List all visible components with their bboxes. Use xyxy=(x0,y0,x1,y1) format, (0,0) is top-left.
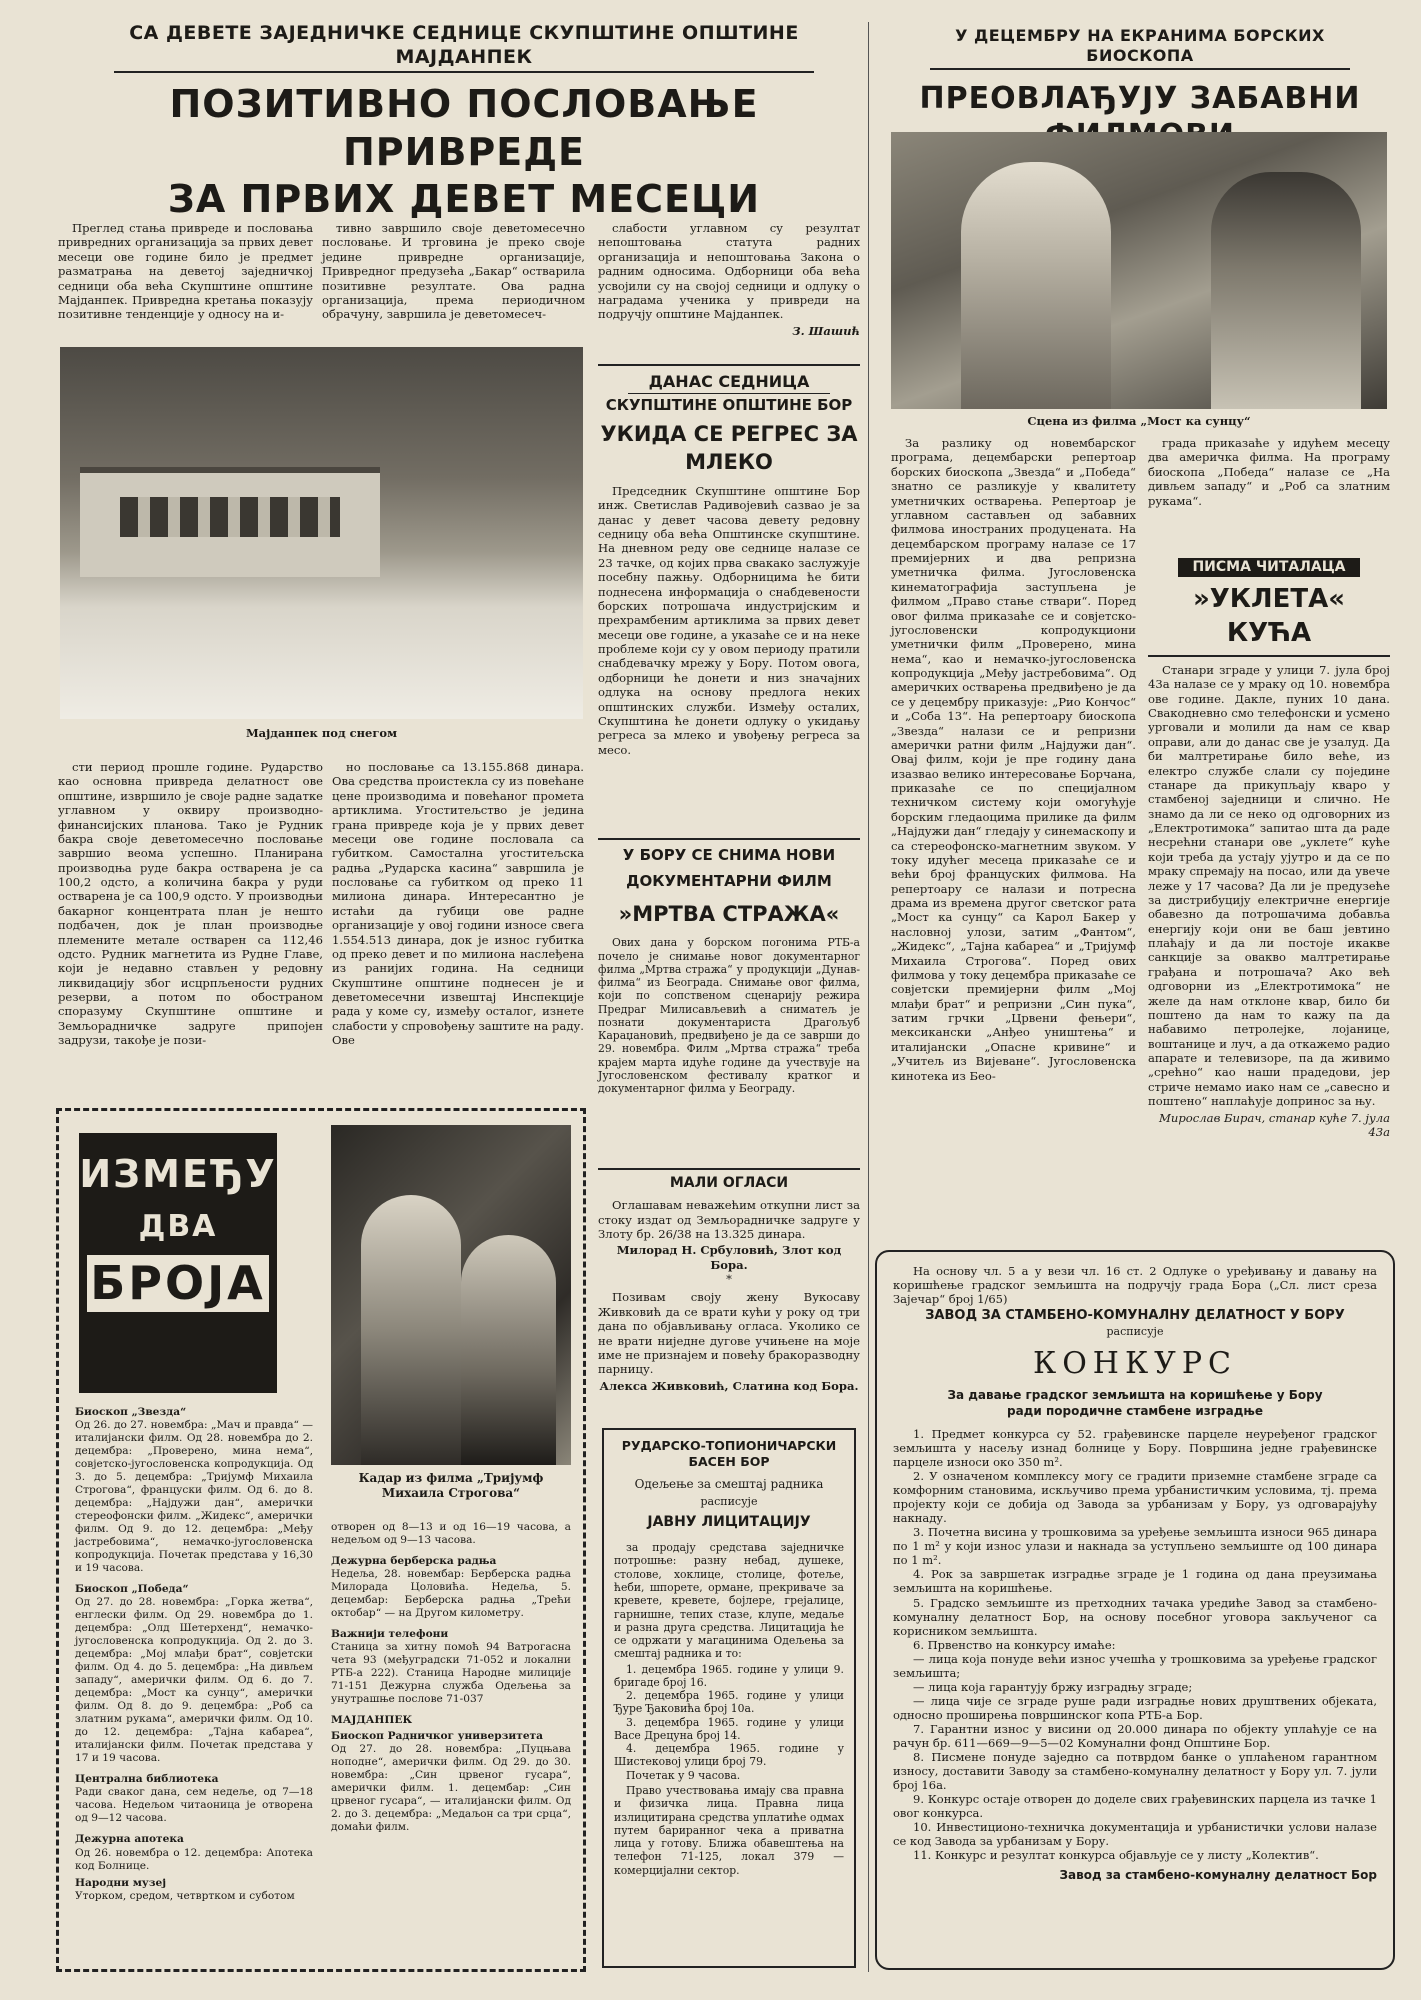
competition-item-14: 11. Конкурс и резултат конкурса објављује се у листу „Колектив“. xyxy=(913,1847,1319,1862)
between-issues-title-1: ИЗМЕЂУ xyxy=(79,1152,277,1196)
auction-date-4: 4. децембра 1965. године у Шистековој улици број 79. xyxy=(614,1742,844,1769)
competition-item-2: 2. У означеном комплексу могу се градити приземне стамбене зграде са комфорним становима, искључиво према урбанистичким условима, тј. према пројекту који се добија од Завода за урбанизам у Бору, уз одговарајућу накнаду. xyxy=(893,1469,1377,1526)
competition-item-11: 8. Писмене понуде заједно са потврдом банке о уплаћеном гарантном износу, доставити Заводу за стамбено-комуналну делатност у Бору ул. 7. јули број 16а. xyxy=(893,1749,1377,1792)
listing-library-head: Централна библиотека xyxy=(75,1773,219,1786)
bridge-to-sun-photo xyxy=(891,132,1387,409)
actress-figure xyxy=(961,162,1111,409)
letters-kicker: ПИСМА ЧИТАЛАЦА xyxy=(1178,558,1360,577)
between-issues-title-3: БРОЈА xyxy=(87,1255,269,1312)
mid-top-text: слабости углавном су резултат непоштовања статута радних организација и непоштовања Закона о радним односима. Одборници оба већа усвојили су на својој седници и одлуку о наградама ученика у привреди на подручју општине Мајданпек. З. Шашић xyxy=(598,221,860,338)
listing-pharmacy-text: Од 26. новембра о 12. децембра: Апотека код Болнице. xyxy=(75,1846,313,1872)
films-story-head xyxy=(890,26,1390,122)
left-story xyxy=(58,22,870,222)
listing-university-cinema-head: Биоскоп Радничког универзитета xyxy=(331,1730,543,1743)
classifieds xyxy=(598,1174,860,1414)
listing-pobeda-head: Биоскоп „Победа“ xyxy=(75,1583,189,1596)
left-story-col1: Преглед стања привреде и пословања привредних организација за првих девет месеци ове године било је предмет разматрања на деветој заједничкој седници оба већа Скупштине општине Мајданпек. Привредна кретања показују позитивне тенденције у односу на и- xyxy=(58,221,313,322)
strogov-photo-caption: Кадар из филма „Тријумф Михаила Строгова“ xyxy=(358,1471,544,1500)
listing-library-text: Ради сваког дана, сем недеље, од 7—18 часова. Недељом читаоница је отворена од 9—12 часова. xyxy=(75,1786,313,1825)
competition-org: ЗАВОД ЗА СТАМБЕНО-КОМУНАЛНУ ДЕЛАТНОСТ У БОРУ xyxy=(925,1308,1345,1324)
listing-museum-text: Уторком, средом, четвртком и суботом xyxy=(75,1889,295,1902)
strogov-actor-figure xyxy=(361,1195,461,1465)
mid-rule-1 xyxy=(598,364,860,366)
left-story-headline-1: ПОЗИТИВНО ПОСЛОВАЊЕ ПРИВРЕДЕ xyxy=(169,82,759,174)
left-story-headline-2: ЗА ПРВИХ ДЕВЕТ МЕСЕЦИ xyxy=(167,177,761,222)
auction-dept: Одељење за смештај радника xyxy=(634,1476,824,1491)
majdanpek-snow-photo xyxy=(60,347,583,719)
auction-raspisuje: расписује xyxy=(700,1495,758,1509)
competition-item-10: 7. Гарантни износ у висини од 20.000 динара по објекту уплаћује се на рачун бр. 611—669—9—5—02 Комунални фонд Општине Бор. xyxy=(893,1721,1377,1750)
documentary-text: Ових дана у борском погонима РТБ-а почело је снимање новог документарног филма „Мртва стража“ у продукцији „Дунав-филма“ из Београда. Снимање овог филма, који по сопственом сценарију режира Предраг Милисављевић а сниматељ је познати документариста Драгољуб Караџановић, предвиђено је да се заврши до 29. новембра. Филм „Мртва стража“ треба крајем марта идуће године да учествује на Југословенском фестивалу кратког и документарног филма у Београду. xyxy=(598,936,860,1096)
competition-items xyxy=(893,1427,1377,1861)
strogov-film-photo xyxy=(331,1125,571,1465)
bor-session-text: Председник Скупштине општине Бор инж. Светислав Радивојевић сазвао је за данас у девет часова девету редовну седницу оба већа Општинске скупштине. На дневном реду ове седнице налазе се 23 тачке, од којих прва свакако заслужује посебну пажњу. Одборницима ће бити поднесена информација о снабдевености борских потрошача индустријским и прехрамбеним артиклима за првих девет месеци ове године, а указаће се и на неке проблеме који су у овом периоду пратили снабдевачку мрежу у Бору. Потом овога, одборници ће донети и низ значајних одлука на основу предлога неких општинских служби. Између осталих, Скупштина ће донети одлуку о укидању регреса за млеко и увођењу регреса за месо. xyxy=(598,483,860,757)
letters-signature: Мирослав Бирач, станар куће 7. јула 43а xyxy=(1159,1110,1390,1139)
listing-phones-head: Важнији телефони xyxy=(331,1628,449,1641)
letters-text: Станари зграде у улици 7. јула број 43а налазе се у мраку од 10. новембра ове године. Дакле, пуних 10 дана. Свакодневно смо телефонски и усмено урговали и молили да нам се квар оправи, али до данас све је узалуд. Да би малтретирање било веће, из електро службе слали су поједине станаре да прикупљају кваро у стамбеној заједници и слично. Не знамо да ли се неко од одговорних из „Електротимока“ запитао шта да раде несрећни станари ове „уклете“ куће који треба да устају ујутро и да се по мраку спремају на посао, или да увече леже у 17 часова? Да ли је предузеће за дистрибуцију електричне енергије обавезно да потрошачима добавља енергију који они ве баш јевтино плаћају и да ли постоје икакве санкције за овакво малтретирање грађана и потрошача? Ако већ одговорни из „Електротимока“ не желе да нам отклоне квар, било би поштено да нам то кажу па да набавимо петролејке, лојанице, воштанице и луч, а да откажемо радио апарате и телевизоре, па да живимо „срећно“ као наши прадедови, јер стриче немамо иако нам се „савесно и поштено“ наплаћује допринос за њу. Мирослав Бирач, станар куће 7. јула 43а xyxy=(1148,662,1390,1139)
listing-pharmacy-head: Дежурна апотека xyxy=(75,1833,184,1846)
auction-date-5: Почетак у 9 часова. xyxy=(626,1768,741,1782)
listing-university-cinema-text: Од 27. до 28. новембра: „Пуцњава ноподне“, амерички филм. Од 29. до 30. новембра: „Син црвеног гусара“, амерички филм. 1. децембар: „Син црвеног гусара“, — италијански филм. Од 2. до 3. децембра: „Медаљон са три срца“, домаћи филм. xyxy=(331,1743,571,1834)
auction-org-1: РУДАРСКО-ТОПИОНИЧАРСКИ xyxy=(621,1438,837,1453)
competition-item-13: 10. Инвестиционо-техничка документација и урбанистички услови налазе се код Завода за урбанизам у Бору. xyxy=(893,1819,1377,1848)
listing-museum-head: Народни музеј xyxy=(75,1876,167,1889)
between-issues-right-text xyxy=(331,1521,571,1961)
competition-item-4: 4. Рок за завршетак изградње зграде је 1 година од дана преузимања земљишта на коришћење. xyxy=(893,1567,1377,1596)
documentary-kicker-1: У БОРУ СЕ СНИМА НОВИ xyxy=(622,846,836,864)
auction-date-2: 2. децембра 1965. године у улици Ђуре Ђаковића број 10а. xyxy=(614,1689,844,1716)
competition-raspisuje: расписује xyxy=(1106,1325,1164,1339)
listing-majdanpek-head: МАЈДАНПЕК xyxy=(331,1714,413,1727)
competition-item-1: 1. Предмет конкурса су 52. грађевинске парцеле неуређеног градског земљишта у насељу изнад болнице у Бору. Површина једне грађевинске парцеле износи око 350 m². xyxy=(893,1427,1377,1470)
between-issues-title-2: ДВА xyxy=(138,1209,218,1245)
listing-barber-text: Недеља, 28. новембар: Берберска радња Милорада Цоловића. Недеља, 5. децембар: Берберска радња „Трећи октобар“ — на Другом километру. xyxy=(331,1568,571,1620)
competition-subtitle: За давање градског земљишта на коришћење у Бору ради породичне стамбене изградње xyxy=(947,1388,1323,1418)
building-windows xyxy=(120,497,340,537)
films-kicker: У ДЕЦЕМБРУ НА ЕКРАНИМА БОРСКИХ БИОСКОПА xyxy=(930,26,1350,70)
left-story-col4: но пословање са 13.155.868 динара. Ова средства проистекла су из повећане цене производима и повећаног промета артиклима. Угоститељство је једина грана привреде која је у првих девет месеци ове године пословала са губитком. Самостална угоститељска радња „Рударска касина“ завршила је пословање са губитком од преко 11 милиона динара. Интересантно је истаћи да губици ове радне организације у овој години износе свега 1.554.513 динара, док је износ губитка од преко девет и по милиона наслеђена из ранијих година. На седници Скупштине општине поднесен је и деветомесечни извештај Инспекције рада у коме су, између осталог, изнете слабости у спровођењу заштите на раду. Ове xyxy=(332,760,584,1048)
letters-story xyxy=(1148,558,1390,1246)
classifieds-title: МАЛИ ОГЛАСИ xyxy=(669,1175,789,1191)
actor-figure xyxy=(1211,172,1361,409)
competition-box xyxy=(875,1250,1395,1970)
between-issues-left-text xyxy=(75,1403,313,1963)
letters-headline: »УКЛЕТА« КУЋА xyxy=(1148,583,1390,657)
bor-session-story xyxy=(598,372,860,832)
listing-barber-head: Дежурна берберска радња xyxy=(331,1555,497,1568)
majdanpek-photo-caption: Мајданпек под снегом xyxy=(245,726,398,740)
competition-item-5: 5. Градско земљиште из претходних тачака уредиће Завод за стамбено-комуналну делатност Бор, на основу посебног уговора закљученог са корисником земљишта. xyxy=(893,1595,1377,1638)
listing-zvezda-text: Од 26. до 27. новембра: „Мач и правда“ — италијански филм. Од 28. новембра до 2. децембра: „Проверено, мина нема“, совјетско-југословенска копродукција. Од 3. до 5. децембра: „Тријумф Михаила Строгова“, француски филм. Од 6. до 8. децембра: „Најдужи дан“, амерички стереофонски филм. „Жидекс“, амерички филм. Од 9. до 12. децембра: „Међу јастребовима“, немачко-југословенска копродукција. Почетак представа у 16,30 и 19 часова. xyxy=(75,1419,313,1575)
competition-item-3: 3. Почетна висина у трошковима за уређење земљишта износи 965 динара по 1 m² у који износ улази и накнада за уступљено земљиште од 100 динара по 1 m². xyxy=(893,1525,1377,1568)
left-story-col3: сти период прошле године. Рударство као основна привреда делатност ове општине, извршило је своје радне задатке углавном у оквиру производно-финансијских планова. Тако је Рудник бакра своје деветомесечно пословање завршио веома успешно. Планирана производња руде бакра остварена је са 100,2 одсто, а количина бакра у руди остварена је са 100,9 одсто. У производњи бакарног концентрата план је нешто подбачен, док је план производње племените метале остварен са 112,46 одсто. Рудник магнетита из Рудне Главе, који је недавно стављен у редовну ликвидацију због исцрпљености рудних резерви, а потом по обостраном споразуму Скупштине општине и Земљорадничке задруге припојен задрузи, такође је пози- xyxy=(58,760,323,1048)
films-col1: За разлику од новембарског програма, децембарски репертоар борских биоскопа „Звезда“ и „Победа“ знатно се разликује у квалитету уметничких остварења. Репертоар је углавном састављен од забавних филмова иностраних продуцената. На децембарском програму налазе се 17 премијерних и два репризна уметничка филма. Југословенска кинематографија заступљена је филмом „Право стање ствари“. Поред овог филма приказаће се и совјетско-југословенски копродукциони уметнички филм „Проверено, мина нема“, као и немачко-југословенска копродукција „Међу јастребовима“. Од америчких остварења предвиђено је да се у децембру приказује: „Рио Кончос“ и „Соба 13“. На репертоару биоскопа „Звезда“ налази се и репризни амерички ратни филм „Најдужи дан“. Овај филм, који је пре годину дана изазвао велико интересовање Борчана, приказаће се по специјалном техничком систему који омогућује борским гледаоцима прилике да филм „Најдужи дан“ гледају у синемаскопу и са стереофонско-магнетним звуком. У току идућег месеца приказаће се и већи број француских филмова. На репертоару се налази и потресна драма из времена другог светског рата „Мост ка сунцу“ са Карол Бакер у насловној улози, затим „Фантом“, „Жидекс“, „Тајна кабареа“ и „Тријумф Михаила Строгова“. Поред ових филмова у току децембра приказаће се совјетски премијерни филм „Мој млађи брат“ и репризни „Син пука“, затим грчки „Црвени фењери“, мексикански „Анђео уништења“ и италијански „Опасне кривине“ и „Учитељ из Вијеване“. Југословенска кинотека из Бео- xyxy=(891,436,1136,1083)
classifieds-ad1: Оглашавам неважећим откупни лист за стоку издат од Земљорадничке задруге у Злоту бр. 26/38 на 13.325 динара. Милорад Н. Србуловић, Злот код Бора. * Позивам своју жену Вукосаву Живковић да се врати кући у року од три дана по објављивању огласа. Уколико се не врати ниједне дугове учињене на моје име не признајем и повећу бракоразводну парницу. Алекса Живковић, Слатина код Бора. xyxy=(598,1198,860,1393)
competition-intro: На основу чл. 5 а у вези чл. 16 ст. 2 Одлуке о уређивању и давању на коришћење градског земљишта на подручју града Бора („Сл. лист среза Зајечар“ број 1/65) xyxy=(893,1264,1377,1307)
classifieds-star: * xyxy=(726,1272,732,1287)
classifieds-ad2-sign: Алекса Живковић, Слатина код Бора. xyxy=(599,1378,859,1393)
vertical-rule xyxy=(868,22,869,1972)
competition-item-12: 9. Конкурс остаје отворен до доделе свих грађевинских парцела из тачке 1 овог конкурса. xyxy=(893,1791,1377,1820)
films-photo-caption: Сцена из филма „Мост ка сунцу“ xyxy=(1027,414,1251,428)
between-issues-title-block xyxy=(79,1133,277,1393)
competition-signature: Завод за стамбено-комуналну делатност Бор xyxy=(1059,1867,1377,1882)
competition-item-8: — лица која гарантују бржу изградњу зграде; xyxy=(913,1679,1193,1694)
listing-museum-hours: отворен од 8—13 и од 16—19 часова, а недељом од 9—13 часова. xyxy=(331,1521,571,1547)
competition-item-6: 6. Првенство на конкурсу имаће: xyxy=(913,1637,1116,1652)
auction-box xyxy=(602,1428,856,1968)
listing-pobeda-text: Од 27. до 28. новембра: „Горка жетва“, енглески филм. Од 29. новембра до 1. децембра: „Олд Шетерхенд“, немачко-југословенска копродукција. Од 2. до 3. децембра: „Мој млађи брат“, совјетски филм. Од 4. до 5. децембра: „На дивљем западу“, амерички филм. Од 6. до 7. децембра: „Мост ка сунцу“, амерички филм. Од 8. до 9. децембра: „Роб са златним рукама“, амерички филм. Од 10. до 12. децембра: „Тајна кабареа“, италијански филм. Почетак представа у 17 и 19 часова. xyxy=(75,1596,313,1765)
auction-org-2: БАСЕН БОР xyxy=(688,1454,770,1470)
mid-rule-3 xyxy=(598,1168,860,1170)
mid-rule-2 xyxy=(598,838,860,840)
listing-phones-text: Станица за хитну помоћ 94 Ватрогасна чета 93 (међуградски 71-052 и локални РТБ-а 222). Станица Народне милиције 71-151 Дежурна служба Одељења за унутрашње послове 71-037 xyxy=(331,1641,571,1706)
left-story-kicker: СА ДЕВЕТЕ ЗАЈЕДНИЧКЕ СЕДНИЦЕ СКУПШТИНЕ ОПШТИНЕ МАЈДАНПЕК xyxy=(114,22,814,73)
left-story-col2: тивно завршило своје деветомесечно пословање. И трговина је преко своје једине привредне организације, Привредног предузећа „Бакар“ остварила позитивне резултате. Ова радна организација, према периодичном обрачуну, завршила је деветомесеч- xyxy=(322,221,585,322)
documentary-headline: »МРТВА СТРАЖА« xyxy=(618,902,840,926)
auction-title: ЈАВНУ ЛИЦИТАЦИЈУ xyxy=(647,1514,811,1530)
bor-session-kicker-1: ДАНАС СЕДНИЦА xyxy=(628,372,830,394)
documentary-story xyxy=(598,846,860,1166)
competition-title: КОНКУРС xyxy=(1032,1345,1237,1381)
classifieds-ad1-sign: Милорад Н. Србуловић, Злот код Бора. xyxy=(616,1243,842,1272)
bor-session-kicker-2: СКУПШТИНЕ ОПШТИНЕ БОР xyxy=(605,395,853,414)
documentary-kicker-2: ДОКУМЕНТАРНИ ФИЛМ xyxy=(626,871,832,890)
competition-item-7: — лица која понуде већи износ учешћа у трошковима за уређење градског земљишта; xyxy=(893,1651,1377,1680)
between-issues-box xyxy=(56,1108,586,1972)
listing-zvezda-head: Биоскоп „Звезда“ xyxy=(75,1406,187,1418)
bor-session-headline: УКИДА СЕ РЕГРЕС ЗА МЛЕКО xyxy=(600,422,858,474)
strogov-actress-figure xyxy=(461,1235,556,1465)
films-headline: ПРЕОВЛАЂУЈУ ЗАБАВНИ xyxy=(919,80,1361,116)
competition-item-9: — лица чије се зграде руше ради изградње нових друштвених објеката, односно проширења површинског копа РТБ-а Бор. xyxy=(893,1693,1377,1722)
auction-text: за продају средстава заједничке потрошње: разну небад, душеке, столове, хоклице, столице, фотеље, ћеби, шпорете, ормане, прекриваче за кревете, кревете, бојлере, грејалице, гарнишне, тепих стазе, клупе, медаље и разна друга средства. Лицитација ће се одржати у магацинима Одељења за смештај радника и то: 1. децембра 1965. године у улици 9. бригаде број 16. 2. децембра 1965. године у улици Ђуре Ђаковића број 10а. 3. децембра 1965. године у улици Васе Дрецуна број 14. 4. децембра 1965. године у Шистековој улици број 79. Почетак у 9 часова. Право учествовања имају сва правна и физичка лица. Правна лица излицитирана средства уплатиће одмах путем бариранног чека а приватна лица у готову. Ближа обавештења на телефон 71-125, локал 379 — комерцијални сектор. xyxy=(614,1541,844,1877)
films-col2: града приказаће у идућем месецу два америчка филма. На програму биоскопа „Победа“ налазе се „На дивљем западу“ и „Роб са златним рукама“. xyxy=(1148,436,1390,508)
auction-date-3: 3. децембра 1965. године у улици Васе Дрецуна број 14. xyxy=(614,1715,844,1742)
mid-top-signature: З. Шашић xyxy=(792,323,860,338)
auction-date-1: 1. децембра 1965. године у улици 9. бригаде број 16. xyxy=(614,1662,844,1689)
